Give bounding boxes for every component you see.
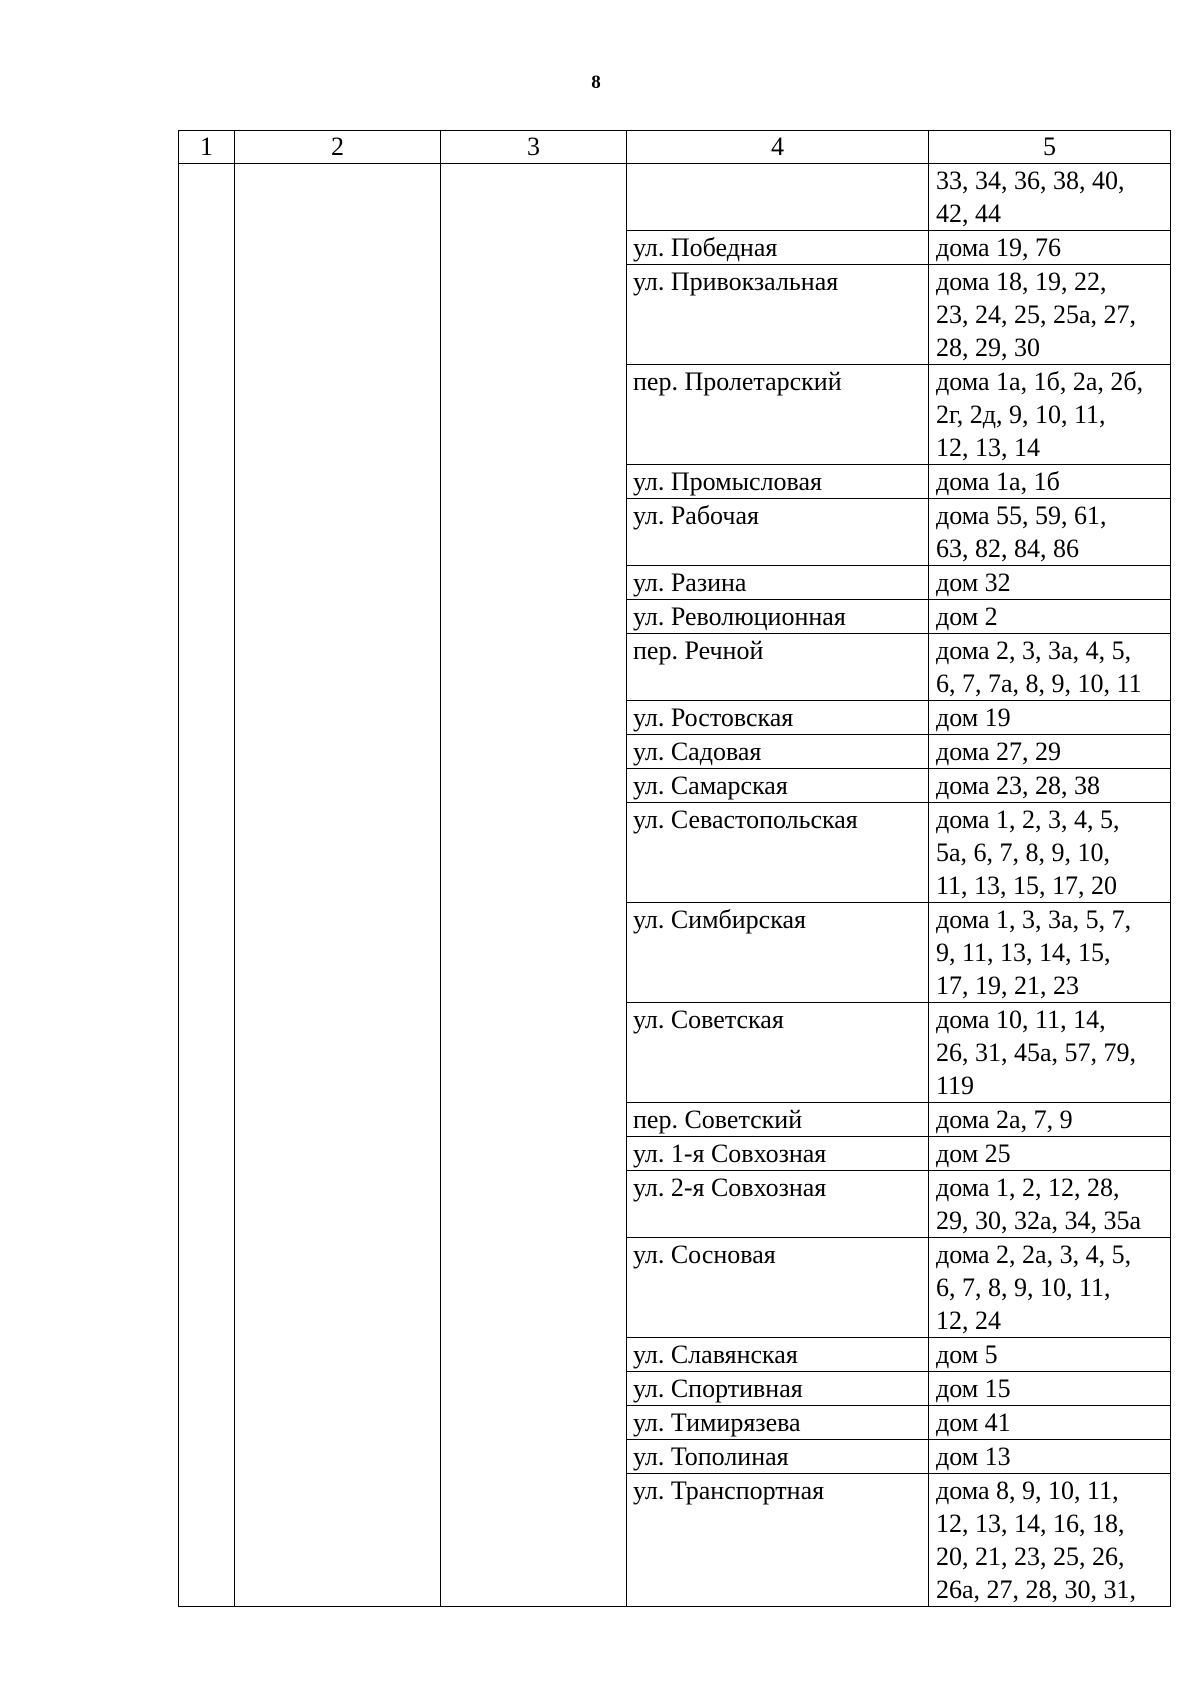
houses-cell bbox=[929, 600, 1171, 634]
house-numbers: дома 1а, 1б, 2а, 2б, 2г, 2д, 9, 10, 11, 12, 13, 14 bbox=[936, 367, 1144, 462]
column-header-1: 1 bbox=[179, 131, 235, 164]
street-cell bbox=[627, 701, 929, 735]
column-header-2: 2 bbox=[235, 131, 441, 164]
street-cell bbox=[627, 1474, 929, 1607]
houses-cell bbox=[929, 1171, 1171, 1238]
houses-cell bbox=[929, 465, 1171, 499]
street-name: ул. Самарская bbox=[633, 771, 788, 800]
street-name: ул. Транспортная bbox=[633, 1476, 825, 1505]
house-numbers: дома 1, 3, 3а, 5, 7, 9, 11, 13, 14, 15, 17, 19, 21, 23 bbox=[936, 905, 1132, 1000]
street-cell bbox=[627, 1372, 929, 1406]
house-numbers: дома 55, 59, 61, 63, 82, 84, 86 bbox=[936, 501, 1107, 563]
street-name: ул. Спортивная bbox=[633, 1374, 803, 1403]
street-name: ул. Тополиная bbox=[633, 1442, 789, 1471]
house-numbers: дом 2 bbox=[936, 602, 998, 631]
street-cell bbox=[627, 365, 929, 465]
houses-cell bbox=[929, 1406, 1171, 1440]
column-1-cell bbox=[179, 164, 235, 1607]
street-cell bbox=[627, 1137, 929, 1171]
column-header-3: 3 bbox=[441, 131, 627, 164]
houses-cell bbox=[929, 231, 1171, 265]
street-cell bbox=[627, 1440, 929, 1474]
street-cell bbox=[627, 803, 929, 903]
houses-cell bbox=[929, 365, 1171, 465]
street-name: ул. Ростовская bbox=[633, 703, 794, 732]
column-3-cell bbox=[441, 164, 627, 1607]
street-name: ул. Победная bbox=[633, 233, 778, 262]
houses-cell bbox=[929, 735, 1171, 769]
house-numbers: дома 23, 28, 38 bbox=[936, 771, 1101, 800]
street-name: ул. Разина bbox=[633, 568, 747, 597]
street-cell bbox=[627, 1103, 929, 1137]
table-row bbox=[179, 164, 1171, 231]
street-name: ул. Сосновая bbox=[633, 1240, 776, 1269]
street-name: ул. Рабочая bbox=[633, 501, 759, 530]
houses-cell bbox=[929, 1474, 1171, 1607]
houses-cell bbox=[929, 1338, 1171, 1372]
house-numbers: дом 19 bbox=[936, 703, 1011, 732]
house-numbers: дом 5 bbox=[936, 1340, 998, 1369]
street-name: ул. Тимирязева bbox=[633, 1408, 801, 1437]
houses-cell bbox=[929, 1137, 1171, 1171]
house-numbers: дом 15 bbox=[936, 1374, 1011, 1403]
houses-cell bbox=[929, 265, 1171, 365]
houses-cell bbox=[929, 803, 1171, 903]
column-header-5: 5 bbox=[929, 131, 1171, 164]
street-cell bbox=[627, 903, 929, 1003]
street-name: ул. Севастопольская bbox=[633, 805, 858, 834]
street-name: ул. 1-я Совхозная bbox=[633, 1139, 827, 1168]
houses-cell bbox=[929, 1003, 1171, 1103]
street-cell bbox=[627, 634, 929, 701]
house-numbers: дома 2а, 7, 9 bbox=[936, 1105, 1073, 1134]
houses-cell bbox=[929, 566, 1171, 600]
street-name: ул. Промысловая bbox=[633, 467, 822, 496]
street-cell bbox=[627, 735, 929, 769]
house-numbers: дома 19, 76 bbox=[936, 233, 1062, 262]
house-numbers: дома 18, 19, 22, 23, 24, 25, 25а, 27, 28, 29, 30 bbox=[936, 267, 1137, 362]
houses-cell bbox=[929, 1238, 1171, 1338]
address-table bbox=[178, 130, 1171, 1607]
street-name: пер. Советский bbox=[633, 1105, 803, 1134]
street-name: ул. 2-я Совхозная bbox=[633, 1173, 827, 1202]
houses-cell bbox=[929, 701, 1171, 735]
house-numbers: дом 25 bbox=[936, 1139, 1011, 1168]
street-cell bbox=[627, 1171, 929, 1238]
street-cell bbox=[627, 1406, 929, 1440]
houses-cell bbox=[929, 1103, 1171, 1137]
street-cell bbox=[627, 1238, 929, 1338]
house-numbers: дома 10, 11, 14, 26, 31, 45а, 57, 79, 119 bbox=[936, 1005, 1137, 1100]
street-name: ул. Славянская bbox=[633, 1340, 798, 1369]
street-name: пер. Речной bbox=[633, 636, 764, 665]
street-name: ул. Революционная bbox=[633, 602, 846, 631]
street-cell bbox=[627, 465, 929, 499]
house-numbers: дом 32 bbox=[936, 568, 1011, 597]
table-body bbox=[179, 164, 1171, 1607]
street-name: ул. Садовая bbox=[633, 737, 762, 766]
column-header-4: 4 bbox=[627, 131, 929, 164]
houses-cell bbox=[929, 499, 1171, 566]
houses-cell bbox=[929, 634, 1171, 701]
house-numbers: дома 1а, 1б bbox=[936, 467, 1060, 496]
house-numbers: дома 27, 29 bbox=[936, 737, 1062, 766]
column-2-cell bbox=[235, 164, 441, 1607]
house-numbers: дома 2, 3, 3а, 4, 5, 6, 7, 7а, 8, 9, 10, 11 bbox=[936, 636, 1142, 698]
street-name: ул. Привокзальная bbox=[633, 267, 839, 296]
house-numbers: дома 1, 2, 12, 28, 29, 30, 32а, 34, 35а bbox=[936, 1173, 1142, 1235]
houses-cell bbox=[929, 769, 1171, 803]
street-cell bbox=[627, 231, 929, 265]
street-cell bbox=[627, 566, 929, 600]
houses-cell bbox=[929, 1440, 1171, 1474]
house-numbers: дома 1, 2, 3, 4, 5, 5а, 6, 7, 8, 9, 10, 11, 13, 15, 17, 20 bbox=[936, 805, 1120, 900]
street-cell bbox=[627, 265, 929, 365]
header-row bbox=[179, 131, 1171, 164]
street-cell bbox=[627, 1338, 929, 1372]
page-number: 8 bbox=[591, 72, 601, 93]
street-name: ул. Симбирская bbox=[633, 905, 806, 934]
house-numbers: дом 41 bbox=[936, 1408, 1011, 1437]
street-cell bbox=[627, 769, 929, 803]
house-numbers: дом 13 bbox=[936, 1442, 1011, 1471]
houses-cell bbox=[929, 1372, 1171, 1406]
street-name: пер. Пролетарский bbox=[633, 367, 842, 396]
houses-cell bbox=[929, 164, 1171, 231]
street-cell bbox=[627, 1003, 929, 1103]
house-numbers: дома 2, 2а, 3, 4, 5, 6, 7, 8, 9, 10, 11, 12, 24 bbox=[936, 1240, 1132, 1335]
street-name: ул. Советская bbox=[633, 1005, 784, 1034]
street-cell bbox=[627, 164, 929, 231]
house-numbers: дома 8, 9, 10, 11, 12, 13, 14, 16, 18, 20, 21, 23, 25, 26, 26а, 27, 28, 30, 31, bbox=[936, 1476, 1137, 1604]
street-cell bbox=[627, 600, 929, 634]
house-numbers: 33, 34, 36, 38, 40, 42, 44 bbox=[936, 166, 1125, 228]
street-cell bbox=[627, 499, 929, 566]
houses-cell bbox=[929, 903, 1171, 1003]
